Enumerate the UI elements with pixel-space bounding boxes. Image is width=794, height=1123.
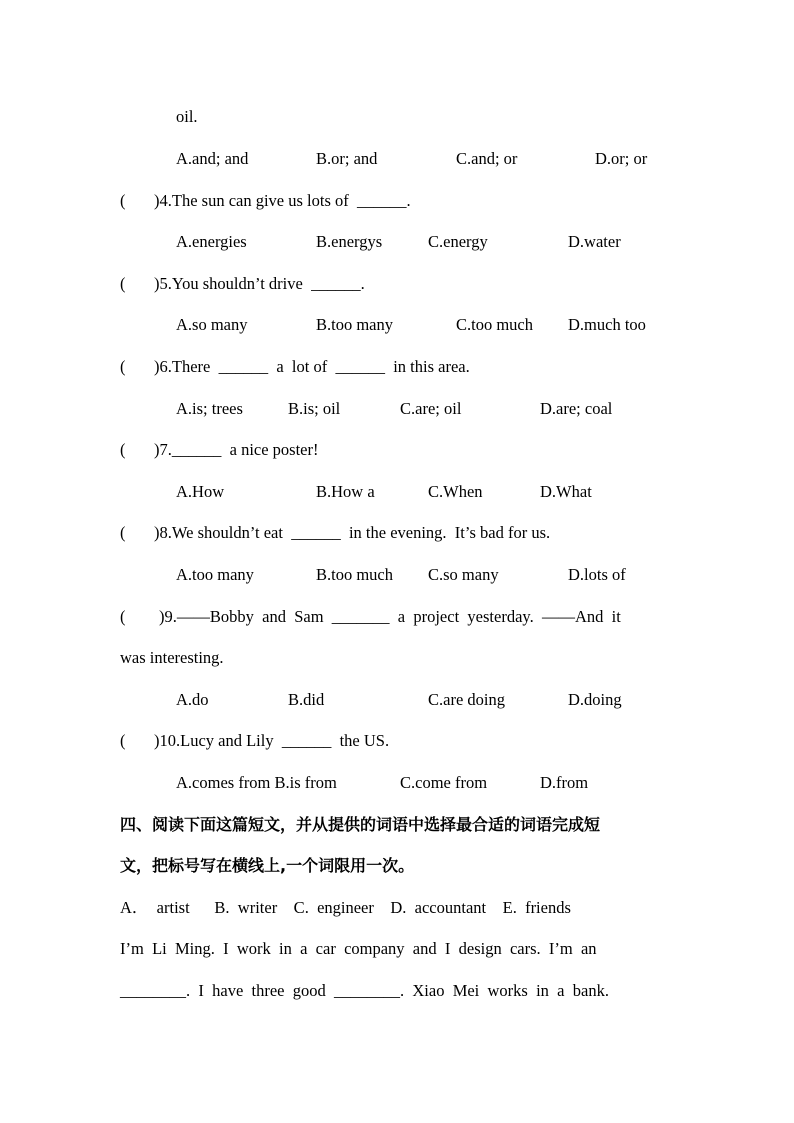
q9-option-d: D.doing [568,690,622,709]
q8-option-c: C.so many [428,565,499,584]
q4-option-b: B.energys [316,232,383,251]
q7-option-d: D.What [540,482,592,501]
q10-option-ab: A.comes from B.is from [176,773,337,792]
q4-text: )4.The sun can give us lots of ______. [154,191,411,210]
q8-text: )8.We shouldn’t eat ______ in the evening. It’s bad for us. [154,523,551,542]
q9-text-continued: was interesting. [120,648,224,667]
q5-option-a: A.so many [176,315,248,334]
q6-option-b: B.is; oil [288,399,341,418]
q7-option-a: A.How [176,482,225,501]
q9-option-b: B.did [288,690,325,709]
q10-text: )10.Lucy and Lily ______ the US. [154,731,390,750]
q6-option-d: D.are; coal [540,399,613,418]
section4-word-bank: A． artist B. writer C. engineer D. accountant E. friends [120,898,571,917]
q4-option-d: D.water [568,232,621,251]
q3-option-d: D.or; or [595,149,648,168]
q7-answer-paren[interactable]: ( [120,440,126,459]
q9-option-c: C.are doing [428,690,505,709]
section4-passage-line2: ________. I have three good ________. Xiao Mei works in a bank. [120,981,609,1000]
q10-answer-paren[interactable]: ( [120,731,126,750]
q5-text: )5.You shouldn’t drive ______. [154,274,365,293]
q8-option-b: B.too much [316,565,393,584]
q7-option-c: C.When [428,482,483,501]
q5-option-d: D.much too [568,315,646,334]
q8-option-a: A.too many [176,565,254,584]
q6-option-c: C.are; oil [400,399,462,418]
q7-text: )7.______ a nice poster! [154,440,319,459]
q6-option-a: A.is; trees [176,399,243,418]
q3-option-c: C.and; or [456,149,518,168]
q9-text: )9.——Bobby and Sam _______ a project yesterday. ——And it [159,607,621,626]
q10-option-c: C.come from [400,773,488,792]
q9-answer-paren[interactable]: ( [120,607,126,626]
q5-answer-paren[interactable]: ( [120,274,126,293]
q4-answer-paren[interactable]: ( [120,191,126,210]
q5-option-c: C.too much [456,315,533,334]
q9-option-a: A.do [176,690,209,709]
q3-option-a: A.and; and [176,149,249,168]
q8-answer-paren[interactable]: ( [120,523,126,542]
q4-option-a: A.energies [176,232,247,251]
q6-answer-paren[interactable]: ( [120,357,126,376]
q3-tail: oil. [176,107,198,126]
q3-option-b: B.or; and [316,149,378,168]
section4-heading-line2: 文，把标号写在横线上,一个词限用一次。 [120,856,415,875]
q10-option-d: D.from [540,773,589,792]
q7-option-b: B.How a [316,482,375,501]
section4-heading-line1: 四、阅读下面这篇短文，并从提供的词语中选择最合适的词语完成短 [120,815,601,834]
q5-option-b: B.too many [316,315,393,334]
section4-passage-line1: I’m Li Ming. I work in a car company and I design cars. I’m an [120,939,597,958]
q8-option-d: D.lots of [568,565,626,584]
q4-option-c: C.energy [428,232,488,251]
q6-text: )6.There ______ a lot of ______ in this area. [154,357,470,376]
